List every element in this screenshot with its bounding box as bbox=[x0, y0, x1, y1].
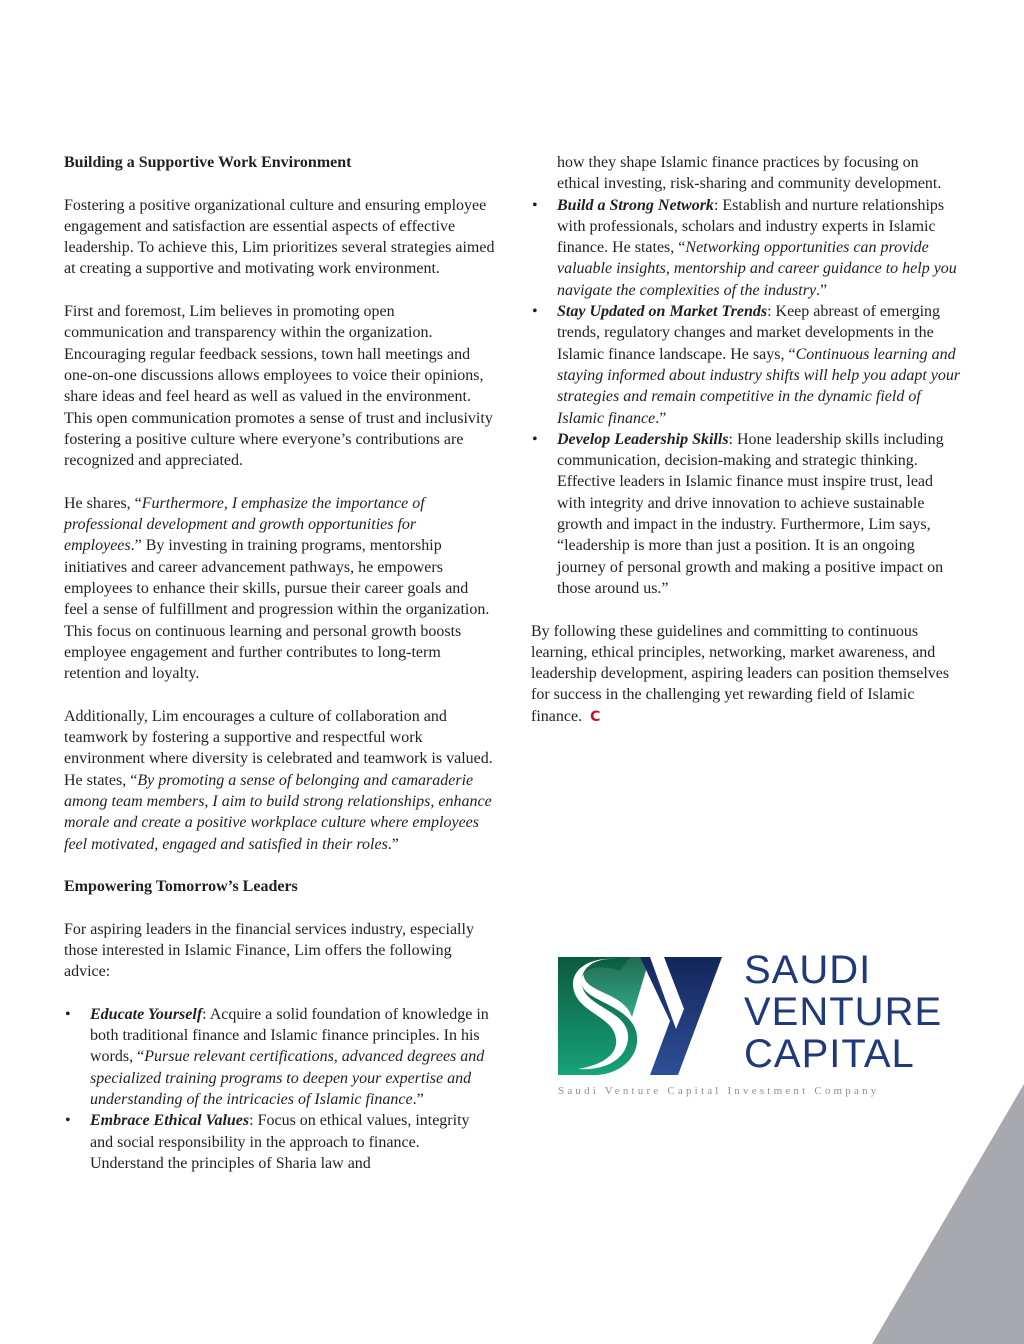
logo-word-capital: CAPITAL bbox=[744, 1032, 915, 1076]
quote: Continuous learning and staying informed about industry shifts will help you adapt your strategies and remain competitive in the dynamic field of Islamic finance bbox=[557, 345, 961, 427]
section-heading-supportive-environment: Building a Supportive Work Environment bbox=[64, 154, 352, 171]
text: .” bbox=[655, 409, 667, 427]
text: .” bbox=[816, 281, 828, 299]
text: : Acquire a solid foundation of knowledge in both traditional finance and Islamic finance principles. In his words, “ bbox=[90, 1005, 489, 1066]
list-item bbox=[64, 1004, 496, 1110]
paragraph: First and foremost, Lim believes in promoting open communication and transparency within the organization. Encouraging regular feedback sessions, town hall meetings and one-on-one discussions allows employees to voice their opinions, share ideas and feel heard as well as valued in the environment. This open communication promotes a sense of trust and inclusivity fostering a positive culture where everyone’s contributions are recognized and appreciated. bbox=[64, 303, 493, 470]
text: He shares, “ bbox=[64, 494, 142, 512]
text: : Establish and nurture relationships with professionals, scholars and industry experts in Islamic finance. He states, “ bbox=[557, 196, 945, 257]
list-item-continued: how they shape Islamic finance practices by focusing on ethical investing, risk-sharing and community development. bbox=[557, 154, 942, 193]
text: .” bbox=[387, 835, 399, 853]
text: By following these guidelines and committing to continuous learning, ethical principles, networking, market awareness, and leadership development, aspiring leaders can position themselves for success in the challenging yet rewarding field of Islamic finance. bbox=[531, 622, 950, 725]
section-heading-tomorrows-leaders: Empowering Tomorrow’s Leaders bbox=[64, 878, 298, 896]
text: .” By investing in training programs, mentorship initiatives and career advancement pathways, he empowers employees to enhance their skills, pursue their career goals and feel a sense of fulfillment and progression within the organization. This focus on continuous learning and personal growth boosts employee engagement and further contributes to long-term retention and loyalty. bbox=[64, 537, 490, 683]
logo-word-saudi: SAUDI bbox=[744, 948, 872, 992]
paragraph bbox=[64, 706, 496, 855]
sv-monogram-icon bbox=[558, 957, 728, 1077]
bullet-term: Educate Yourself bbox=[90, 1005, 203, 1023]
quote: Furthermore, I emphasize the importance of professional development and growth opportunities for employees bbox=[64, 494, 425, 555]
right-column bbox=[531, 152, 963, 749]
bullet-term: Embrace Ethical Values bbox=[90, 1112, 250, 1130]
text: .” bbox=[412, 1091, 424, 1109]
paragraph: Fostering a positive organizational culture and ensuring employee engagement and satisfaction are essential aspects of effective leadership. To achieve this, Lim prioritizes several strategies aimed at creating a supportive and motivating work environment. bbox=[64, 196, 495, 278]
list-item bbox=[531, 429, 963, 599]
quote: Pursue relevant certifications, advanced degrees and specialized training programs to deepen your expertise and understanding of the intricacies of Islamic finance bbox=[90, 1048, 485, 1109]
corner-triangle-decoration bbox=[864, 1084, 1024, 1344]
logo-word-venture: VENTURE bbox=[744, 990, 943, 1034]
advice-list-continued bbox=[531, 152, 963, 599]
text: Additionally, Lim encourages a culture of collaboration and teamwork by fostering a supportive and respectful work environment where diversity is celebrated and teamwork is valued. He states, “ bbox=[64, 707, 493, 789]
saudi-venture-capital-logo bbox=[558, 948, 943, 1105]
bullet-term: Develop Leadership Skills bbox=[557, 430, 729, 448]
logo-wordmark bbox=[744, 949, 942, 1075]
paragraph: For aspiring leaders in the financial services industry, especially those interested in Islamic Finance, Lim offers the following advice: bbox=[64, 920, 474, 981]
list-item bbox=[531, 301, 963, 429]
list-item bbox=[64, 1110, 496, 1174]
end-of-article-icon: C bbox=[590, 708, 601, 725]
bullet-term: Stay Updated on Market Trends bbox=[557, 303, 768, 321]
text: : Focus on ethical values, integrity and social responsibility in the approach to finance. Understand the principles of Sharia law and bbox=[90, 1112, 470, 1172]
text: : Keep abreast of emerging trends, regulatory changes and market developments in the Islamic finance landscape. He says, “ bbox=[557, 303, 941, 363]
list-item bbox=[531, 195, 963, 301]
advice-list bbox=[64, 1004, 496, 1174]
logo-tagline: Saudi Venture Capital Investment Company bbox=[558, 1085, 880, 1097]
text: : Hone leadership skills including communication, decision-making and strategic thinking. Effective leaders in Islamic finance must inspire trust, lead with integrity and drive innovation to achieve sustainable growth and impact in the industry. Furthermore, Lim says, “leadership is more than just a position. It is an ongoing journey of personal growth and making a positive impact on those around us.” bbox=[557, 430, 944, 597]
paragraph bbox=[64, 493, 496, 685]
bullet-term: Build a Strong Network bbox=[557, 196, 714, 214]
left-column bbox=[64, 152, 496, 1196]
quote: By promoting a sense of belonging and camaraderie among team members, I aim to build strong relationships, enhance morale and create a positive workplace culture where employees feel motivated, engaged and satisfied in their roles bbox=[64, 771, 492, 853]
closing-paragraph bbox=[531, 621, 963, 728]
quote: Networking opportunities can provide valuable insights, mentorship and career guidance to help you navigate the complexities of the industry bbox=[557, 239, 957, 299]
